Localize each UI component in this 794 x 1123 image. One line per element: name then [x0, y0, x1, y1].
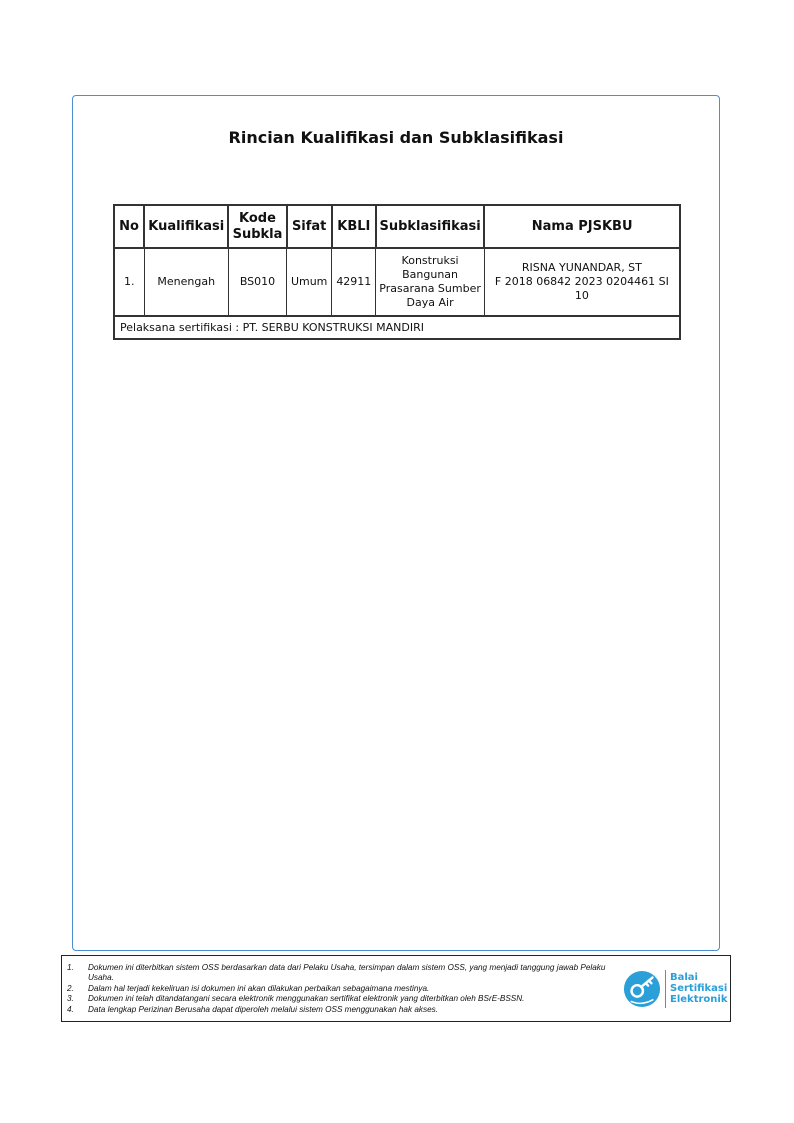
note-number: 1. [67, 963, 74, 972]
footer-notes-list [67, 963, 617, 1015]
logo-divider [665, 970, 666, 1008]
note-number: 2. [67, 983, 74, 993]
footer-note [67, 984, 617, 994]
footer-note [67, 963, 617, 984]
pjskbu-id: F 2018 06842 2023 0204461 SI 10 [494, 275, 669, 302]
logo-line-1: Balai [670, 972, 698, 983]
pelaksana-text: Pelaksana sertifikasi : PT. SERBU KONSTRUKSI MANDIRI [114, 316, 680, 339]
note-text: Dalam hal terjadi kekeliruan isi dokumen ini akan dilakukan perbaikan sebagaimana mestinya. [88, 983, 430, 993]
note-number: 3. [67, 994, 74, 1004]
cell-sifat: Umum [287, 248, 332, 316]
note-text: Dokumen ini diterbitkan sistem OSS berdasarkan data dari Pelaku Usaha, tersimpan dalam sistem OSS, yang menjadi tanggung jawab Pelaku Usaha. [88, 963, 606, 983]
footer-note [67, 1005, 617, 1015]
pelaksana-row [114, 316, 680, 339]
note-text: Data lengkap Perizinan Berusaha dapat diperoleh melalui sistem OSS menggunakan hak akses. [88, 1004, 438, 1014]
cell-no: 1. [114, 248, 144, 316]
cell-kualifikasi: Menengah [144, 248, 228, 316]
table-row [114, 248, 680, 316]
logo-line-2: Sertifikasi [670, 983, 728, 994]
pjskbu-name: RISNA YUNANDAR, ST [521, 261, 642, 274]
header-no: No [114, 205, 144, 248]
cell-subklasifikasi: Konstruksi Bangunan Prasarana Sumber Daya Air [376, 248, 484, 316]
header-nama-pjskbu: Nama PJSKBU [484, 205, 680, 248]
header-subklasifikasi: Subklasifikasi [376, 205, 484, 248]
cell-kode: BS010 [228, 248, 286, 316]
footer-note [67, 994, 617, 1004]
table-header-row [114, 205, 680, 248]
kualifikasi-table [113, 204, 681, 340]
footer-notes-box [61, 955, 731, 1022]
header-kbli: KBLI [332, 205, 376, 248]
cell-pjskbu [484, 248, 680, 316]
note-text: Dokumen ini telah ditandatangani secara elektronik menggunakan sertifikat elektronik yang diterbitkan oleh BSrE-BSSN. [88, 994, 525, 1004]
header-kode-subkla: Kode Subkla [228, 205, 286, 248]
bsre-logo [623, 966, 731, 1012]
bsre-logo-text [670, 972, 727, 1005]
header-kualifikasi: Kualifikasi [144, 205, 228, 248]
logo-line-3: Elektronik [670, 994, 728, 1005]
note-number: 4. [67, 1004, 74, 1014]
cell-kbli: 42911 [332, 248, 376, 316]
bsre-emblem-icon [623, 970, 661, 1008]
page-title: Rincian Kualifikasi dan Subklasifikasi [228, 128, 564, 147]
header-sifat: Sifat [287, 205, 332, 248]
